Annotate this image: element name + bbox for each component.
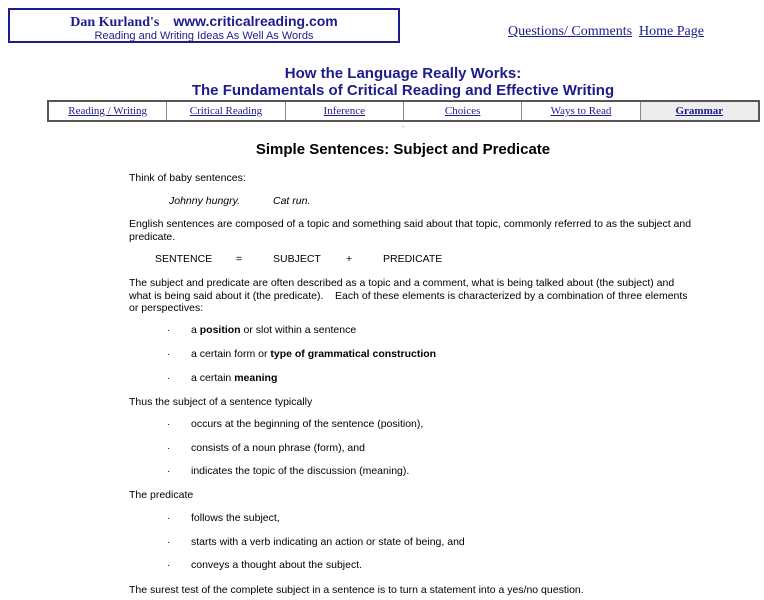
section-nav	[47, 100, 760, 122]
paragraph-description-line1: The subject and predicate are often described as a topic and a comment, what is being talked about (the subject) and	[129, 277, 675, 289]
questions-comments-link[interactable]: Questions/ Comments	[508, 24, 633, 39]
paragraph-description-line2: what is being said about it (the predicate). Each of these elements is characterized by a combination of three elements	[129, 290, 688, 302]
list-item-form	[191, 348, 436, 360]
list-item: indicates the topic of the discussion (meaning).	[191, 465, 410, 477]
bold-text: meaning	[234, 372, 278, 384]
bullet: ·	[167, 443, 171, 454]
separator-mark: -	[402, 122, 405, 131]
bullet: ·	[167, 419, 171, 430]
nav-grammar[interactable]: Grammar	[640, 102, 758, 120]
formula-sentence: SENTENCE	[155, 253, 213, 265]
bullet: ·	[167, 325, 171, 336]
page-title: Simple Sentences: Subject and Predicate	[255, 141, 551, 158]
paragraph-description-line3: or perspectives:	[129, 302, 204, 314]
bullet: ·	[167, 537, 171, 548]
bullet: ·	[167, 373, 171, 384]
nav-reading-writing[interactable]: Reading / Writing	[68, 105, 148, 117]
bold-text: position	[199, 324, 241, 336]
logo-author: Dan Kurland's	[70, 15, 160, 30]
text: or slot within a sentence	[240, 324, 357, 336]
formula-plus: +	[346, 253, 353, 265]
nav-ways-to-read[interactable]: Ways to Read	[521, 102, 639, 120]
bullet: ·	[167, 349, 171, 360]
nav-critical-reading[interactable]: Critical Reading	[166, 102, 284, 120]
formula-equals: =	[236, 253, 243, 265]
paragraph-predicate: The predicate	[129, 489, 194, 501]
formula-subject: SUBJECT	[273, 253, 321, 265]
logo-tagline: Reading and Writing Ideas As Well As Words	[94, 30, 314, 42]
list-item: follows the subject,	[191, 512, 280, 524]
headline-line1: How the Language Really Works:	[284, 65, 522, 82]
paragraph-surest-test: The surest test of the complete subject in a sentence is to turn a statement into a yes/no question.	[129, 584, 584, 596]
example-johnny: Johnny hungry.	[169, 195, 241, 207]
text: a certain form or	[191, 348, 271, 360]
bold-text: type of grammatical construction	[270, 348, 437, 360]
example-cat: Cat run.	[273, 195, 311, 207]
list-item-position	[191, 324, 356, 336]
paragraph-english-line2: predicate.	[129, 231, 176, 243]
list-item-meaning	[191, 372, 277, 384]
site-logo-box[interactable]	[8, 8, 400, 43]
headline-line2: The Fundamentals of Critical Reading and Effective Writing	[191, 82, 615, 99]
text: a	[191, 324, 200, 336]
nav-choices[interactable]: Choices	[403, 102, 521, 120]
bullet: ·	[167, 560, 171, 571]
nav-inference[interactable]: Inference	[285, 102, 403, 120]
bullet: ·	[167, 513, 171, 524]
paragraph-subject: Thus the subject of a sentence typically	[129, 396, 313, 408]
home-page-link[interactable]: Home Page	[639, 24, 704, 39]
list-item: consists of a noun phrase (form), and	[191, 442, 365, 454]
logo-site: www.criticalreading.com	[173, 13, 338, 29]
text: a certain	[191, 372, 235, 384]
paragraph-baby-sentences: Think of baby sentences:	[129, 172, 246, 184]
list-item: starts with a verb indicating an action or state of being, and	[191, 536, 465, 548]
logo-title	[10, 13, 398, 31]
paragraph-english-line1: English sentences are composed of a topic and something said about that topic, commonly referred to as the subject and	[129, 218, 692, 230]
list-item: occurs at the beginning of the sentence (position),	[191, 418, 424, 430]
list-item: conveys a thought about the subject.	[191, 559, 363, 571]
formula-predicate: PREDICATE	[383, 253, 443, 265]
bullet: ·	[167, 466, 171, 477]
